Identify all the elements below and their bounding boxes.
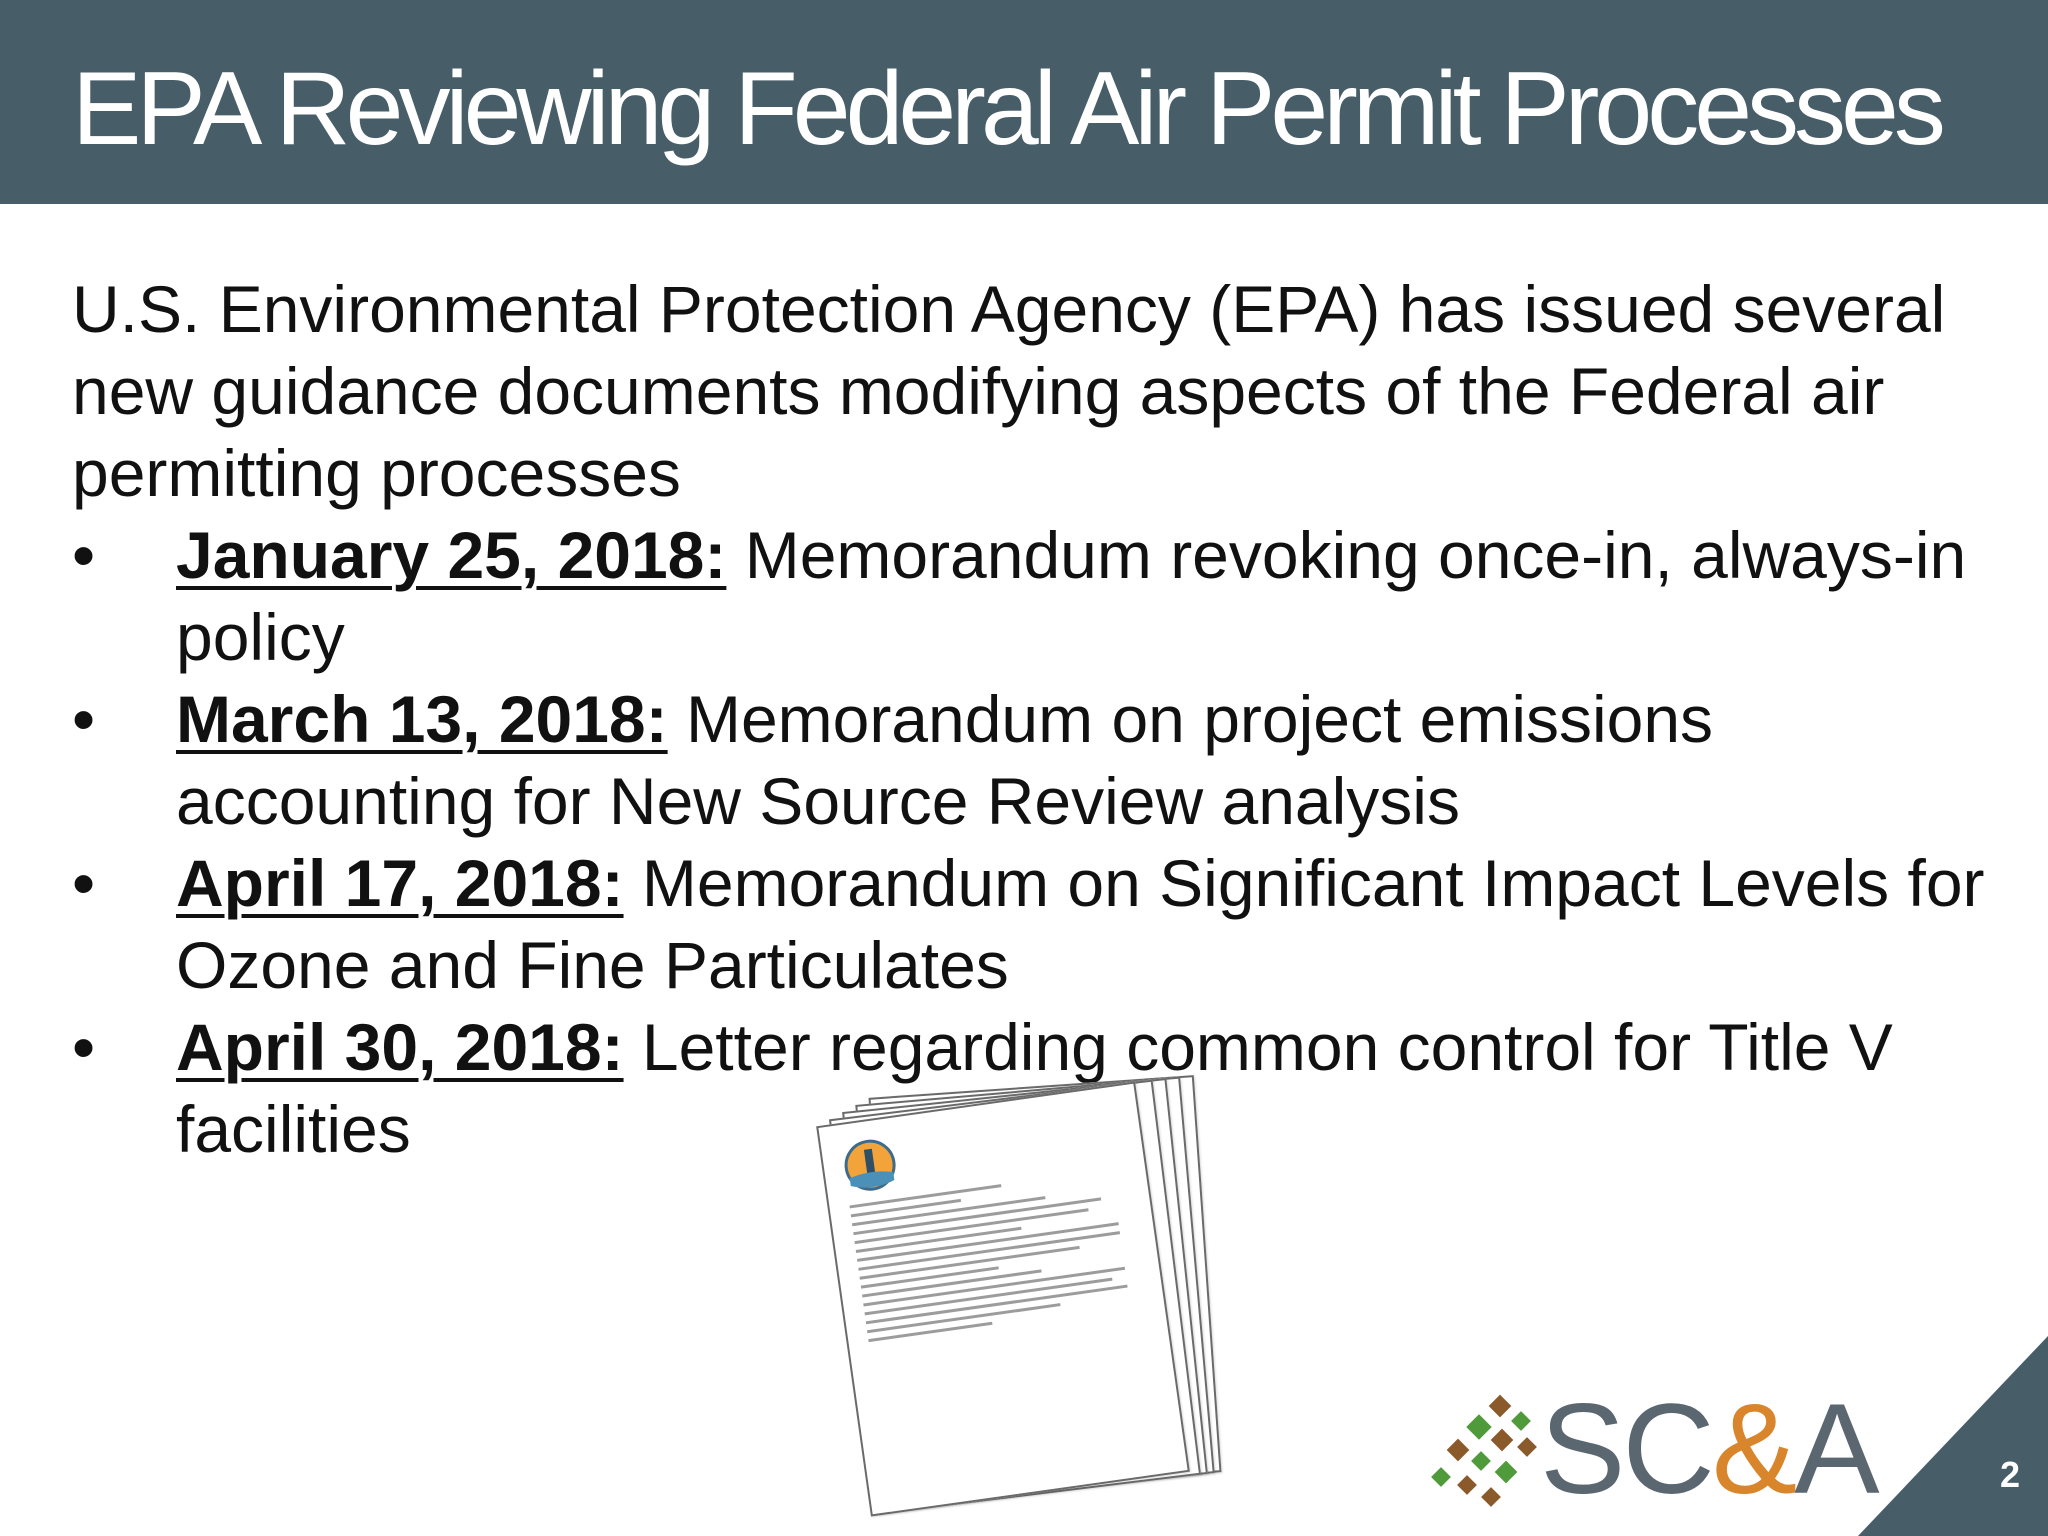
bullet-item (72, 678, 2002, 842)
slide-title: EPA Reviewing Federal Air Permit Processes (72, 51, 1941, 167)
page-number: 2 (1999, 1454, 2020, 1495)
bullet-date: January 25, 2018: (176, 518, 727, 592)
logo-text-a: A (1794, 1378, 1877, 1521)
logo-text-sc: SC (1540, 1378, 1712, 1521)
bullet-text: Memorandum revoking once-in, always-in policy (176, 518, 1967, 674)
bullet-text: Letter regarding common control for Title V facilities (176, 1010, 1893, 1166)
document-text-lines (849, 1167, 1144, 1342)
bullet-text: Memorandum on Significant Impact Levels for Ozone and Fine Particulates (176, 846, 1985, 1002)
bullet-date: March 13, 2018: (176, 682, 668, 756)
bullet-list (72, 514, 2002, 1170)
agency-seal-icon (841, 1136, 900, 1195)
diamond-cluster-icon (1430, 1392, 1550, 1522)
bullet-dot: • (72, 518, 96, 592)
bullet-dot: • (72, 1010, 96, 1084)
bullet-date: April 17, 2018: (176, 846, 624, 920)
sca-logo (1430, 1378, 1877, 1522)
intro-paragraph: U.S. Environmental Protection Agency (EPA) has issued several new guidance documents modifying aspects of the Federal air permitting processes (72, 272, 1946, 510)
bullet-text: Memorandum on project emissions accounting for New Source Review analysis (176, 682, 1714, 838)
logo-text-ampersand: & (1711, 1378, 1795, 1521)
bullet-dot: • (72, 682, 96, 756)
bullet-date: April 30, 2018: (176, 1010, 624, 1084)
document-front-sheet (816, 1082, 1190, 1517)
bullet-item (72, 842, 2002, 1006)
title-bar (0, 0, 2048, 204)
bullet-dot: • (72, 846, 96, 920)
slide-body (72, 268, 2002, 1170)
bullet-item (72, 514, 2002, 678)
logo-wordmark (1540, 1378, 1877, 1521)
footer-corner-triangle (1858, 1336, 2048, 1536)
document-stack-image (836, 1080, 1216, 1520)
